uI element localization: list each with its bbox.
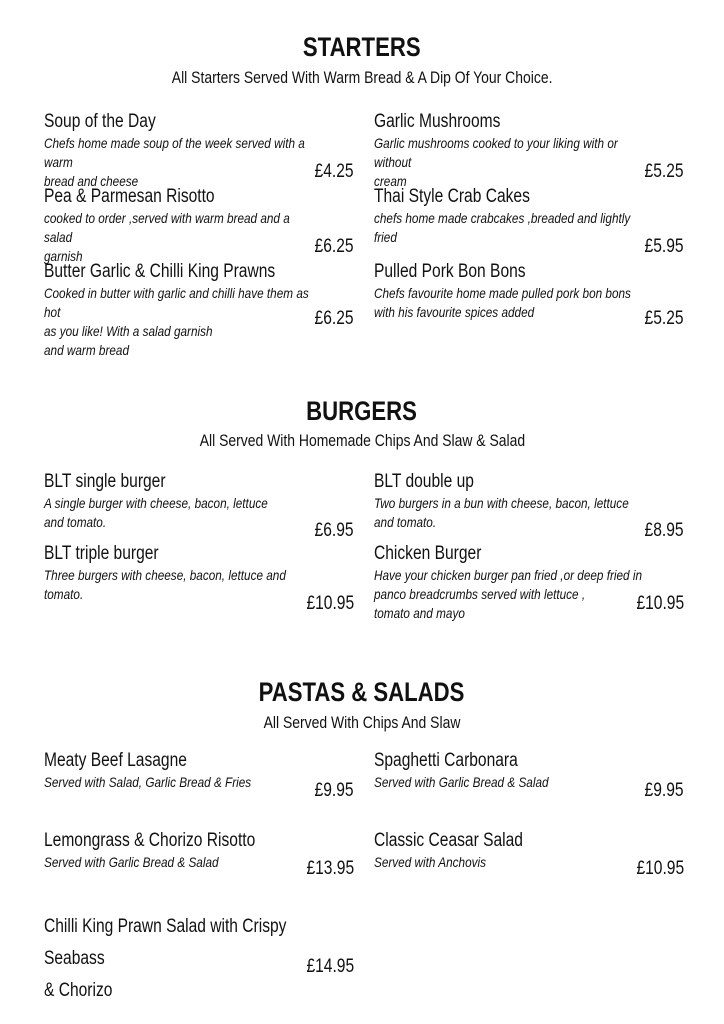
- pastas-salads-title: PASTAS & SALADS: [259, 677, 465, 707]
- starters-subtitle: All Starters Served With Warm Bread & A Dip Of Your Choice.: [171, 68, 553, 87]
- menu-item-blt-single: [44, 470, 354, 546]
- item-name: Spaghetti Carbonara: [374, 750, 518, 771]
- item-price: £9.95: [315, 780, 354, 801]
- item-description: Served with Anchovis: [374, 854, 486, 870]
- menu-item-blt-triple: [44, 542, 354, 622]
- item-price: £8.95: [645, 520, 684, 541]
- burgers-title: BURGERS: [306, 396, 418, 426]
- item-price: £10.95: [636, 593, 684, 614]
- menu-item-chicken-burger: [374, 542, 684, 628]
- item-name: Chilli King Prawn Salad with Crispy Seabass & Chorizo: [44, 916, 287, 1001]
- pastas-salads-subtitle: All Served With Chips And Slaw: [263, 713, 461, 732]
- menu-item-pulled-pork-bon-bons: [374, 260, 684, 336]
- item-name: Pulled Pork Bon Bons: [374, 261, 526, 282]
- item-description: Chefs home made soup of the week served with a warm bread and cheese: [44, 135, 305, 189]
- item-description: Chefs favourite home made pulled pork bon bons with his favourite spices added: [374, 285, 631, 320]
- item-description: Garlic mushrooms cooked to your liking with or without cream: [374, 135, 618, 189]
- item-name: BLT triple burger: [44, 543, 159, 564]
- item-description: Cooked in butter with garlic and chilli have them as hot as you like! With a salad garnish and warm bread: [44, 285, 309, 358]
- menu-item-lemongrass-chorizo-risotto: [44, 829, 354, 889]
- item-description: Three burgers with cheese, bacon, lettuce and tomato.: [44, 567, 286, 602]
- menu-item-chilli-king-prawn-salad: [44, 911, 354, 1001]
- item-description: Served with Garlic Bread & Salad: [374, 774, 549, 790]
- menu-item-classic-ceasar-salad: [374, 829, 684, 889]
- item-price: £5.25: [645, 161, 684, 182]
- item-name: Classic Ceasar Salad: [374, 830, 523, 851]
- menu-item-spaghetti-carbonara: [374, 749, 684, 809]
- item-price: £14.95: [306, 956, 354, 977]
- menu-item-garlic-mushrooms: [374, 110, 684, 189]
- burgers-subtitle: All Served With Homemade Chips And Slaw & Salad: [199, 431, 525, 450]
- item-name: Soup of the Day: [44, 111, 156, 132]
- item-name: Meaty Beef Lasagne: [44, 750, 187, 771]
- item-name: Pea & Parmesan Risotto: [44, 186, 215, 207]
- item-name: Chicken Burger: [374, 543, 482, 564]
- item-description: A single burger with cheese, bacon, lettuce and tomato.: [44, 495, 268, 530]
- menu-item-king-prawns: [44, 260, 354, 358]
- item-description: chefs home made crabcakes ,breaded and lightly fried: [374, 210, 631, 245]
- item-price: £5.25: [645, 308, 684, 329]
- item-name: BLT single burger: [44, 471, 166, 492]
- item-description: Two burgers in a bun with cheese, bacon, lettuce and tomato.: [374, 495, 629, 530]
- starters-title: STARTERS: [303, 32, 421, 62]
- menu-item-soup-of-the-day: [44, 110, 354, 189]
- menu-item-pea-parmesan-risotto: [44, 185, 354, 264]
- item-name: BLT double up: [374, 471, 474, 492]
- item-description: Served with Salad, Garlic Bread & Fries: [44, 774, 252, 790]
- item-name: Lemongrass & Chorizo Risotto: [44, 830, 256, 851]
- item-price: £6.95: [315, 520, 354, 541]
- item-name: Thai Style Crab Cakes: [374, 186, 530, 207]
- item-description: cooked to order ,served with warm bread and a salad garnish: [44, 210, 290, 264]
- menu-item-blt-double: [374, 470, 684, 546]
- item-price: £6.25: [315, 308, 354, 329]
- item-price: £6.25: [315, 236, 354, 257]
- menu-item-thai-crab-cakes: [374, 185, 684, 261]
- item-price: £9.95: [645, 780, 684, 801]
- item-price: £5.95: [645, 236, 684, 257]
- item-price: £4.25: [315, 161, 354, 182]
- item-description: Served with Garlic Bread & Salad: [44, 854, 219, 870]
- item-price: £13.95: [306, 858, 354, 879]
- item-name: Butter Garlic & Chilli King Prawns: [44, 261, 276, 282]
- item-price: £10.95: [306, 593, 354, 614]
- menu-item-meaty-beef-lasagne: [44, 749, 354, 809]
- item-price: £10.95: [636, 858, 684, 879]
- item-description: Have your chicken burger pan fried ,or deep fried in panco breadcrumbs served with lettuce , tomato and mayo: [374, 567, 643, 621]
- item-name: Garlic Mushrooms: [374, 111, 501, 132]
